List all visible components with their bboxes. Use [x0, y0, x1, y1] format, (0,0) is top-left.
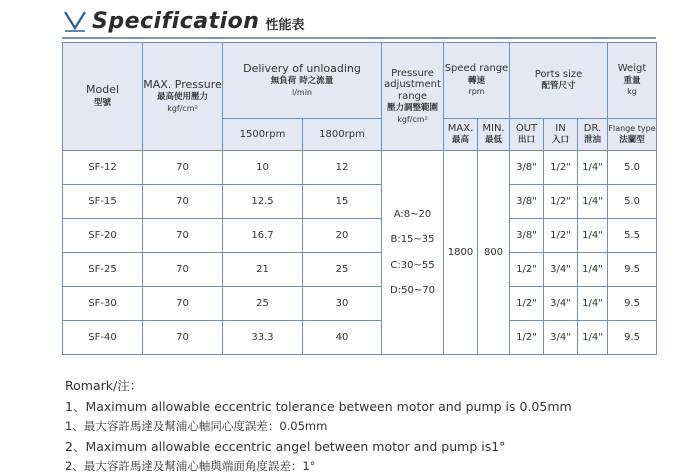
page-title: Specification: [92, 8, 260, 34]
remark-2-en: 2、Maximum allowable eccentric angel between motor and pump is1°: [65, 439, 506, 454]
col-weight-header: Weigt 重量 kg: [608, 43, 657, 119]
col-delivery-header: Delivery of unloading 無負荷 時之流量 l/min: [223, 43, 382, 119]
col-in-header: IN 入口: [544, 119, 578, 151]
col-flange-header: Flange type 法蘭型: [608, 119, 657, 151]
remarks: [65, 376, 572, 474]
col-speed-min-header: MIN. 最低: [478, 119, 510, 151]
col-ports-header: Ports size 配管尺寸: [510, 43, 608, 119]
col-1500rpm-header: 1500rpm: [223, 119, 303, 151]
spec-table: [62, 42, 657, 355]
col-1800rpm-header: 1800rpm: [303, 119, 382, 151]
remark-2-zh: 2、最大容許馬達及幫浦心軸與端面角度誤差：1°: [65, 459, 316, 473]
section-header: [62, 6, 304, 36]
speed-min-cell: 800: [478, 151, 510, 355]
section-arrow-icon: [62, 8, 88, 34]
adjustment-range-cell: A:8~20 B:15~35 C:30~55 D:50~70: [382, 151, 444, 355]
col-model-header: Model 型號: [63, 43, 143, 151]
col-speed-max-header: MAX. 最高: [444, 119, 478, 151]
table-row: SF-25 70 21 25 1/2" 3/4" 1/4" 9.5: [63, 253, 657, 287]
table-row: SF-20 70 16.7 20 3/8" 1/2" 1/4" 5.5: [63, 219, 657, 253]
remark-1-en: 1、Maximum allowable eccentric tolerance between motor and pump is 0.05mm: [65, 399, 572, 414]
header-rule: [62, 37, 656, 39]
remark-1-zh: 1、最大容許馬達及幫浦心軸同心度誤差：0.05mm: [65, 419, 328, 433]
table-row: SF-12 70 10 12 A:8~20 B:15~35 C:30~55 D:50~70 1800 800 3/8" 1/2" 1/4" 5.0: [63, 151, 657, 185]
col-dr-header: DR. 泄油: [578, 119, 608, 151]
col-adjustment-header: Pressure adjustment range 壓力調整範圍 kgf/cm²: [382, 43, 444, 151]
col-pressure-header: MAX. Pressure 最高使用壓力 kgf/cm²: [143, 43, 223, 151]
col-speed-header: Speed range 轉速 rpm: [444, 43, 510, 119]
speed-max-cell: 1800: [444, 151, 478, 355]
table-row: SF-15 70 12.5 15 3/8" 1/2" 1/4" 5.0: [63, 185, 657, 219]
table-row: SF-30 70 25 30 1/2" 3/4" 1/4" 9.5: [63, 287, 657, 321]
remarks-title: Romark/注：: [65, 378, 143, 393]
table-row: SF-40 70 33.3 40 1/2" 3/4" 1/4" 9.5: [63, 321, 657, 355]
col-out-header: OUT 出口: [510, 119, 544, 151]
page-subtitle: 性能表: [265, 18, 305, 33]
